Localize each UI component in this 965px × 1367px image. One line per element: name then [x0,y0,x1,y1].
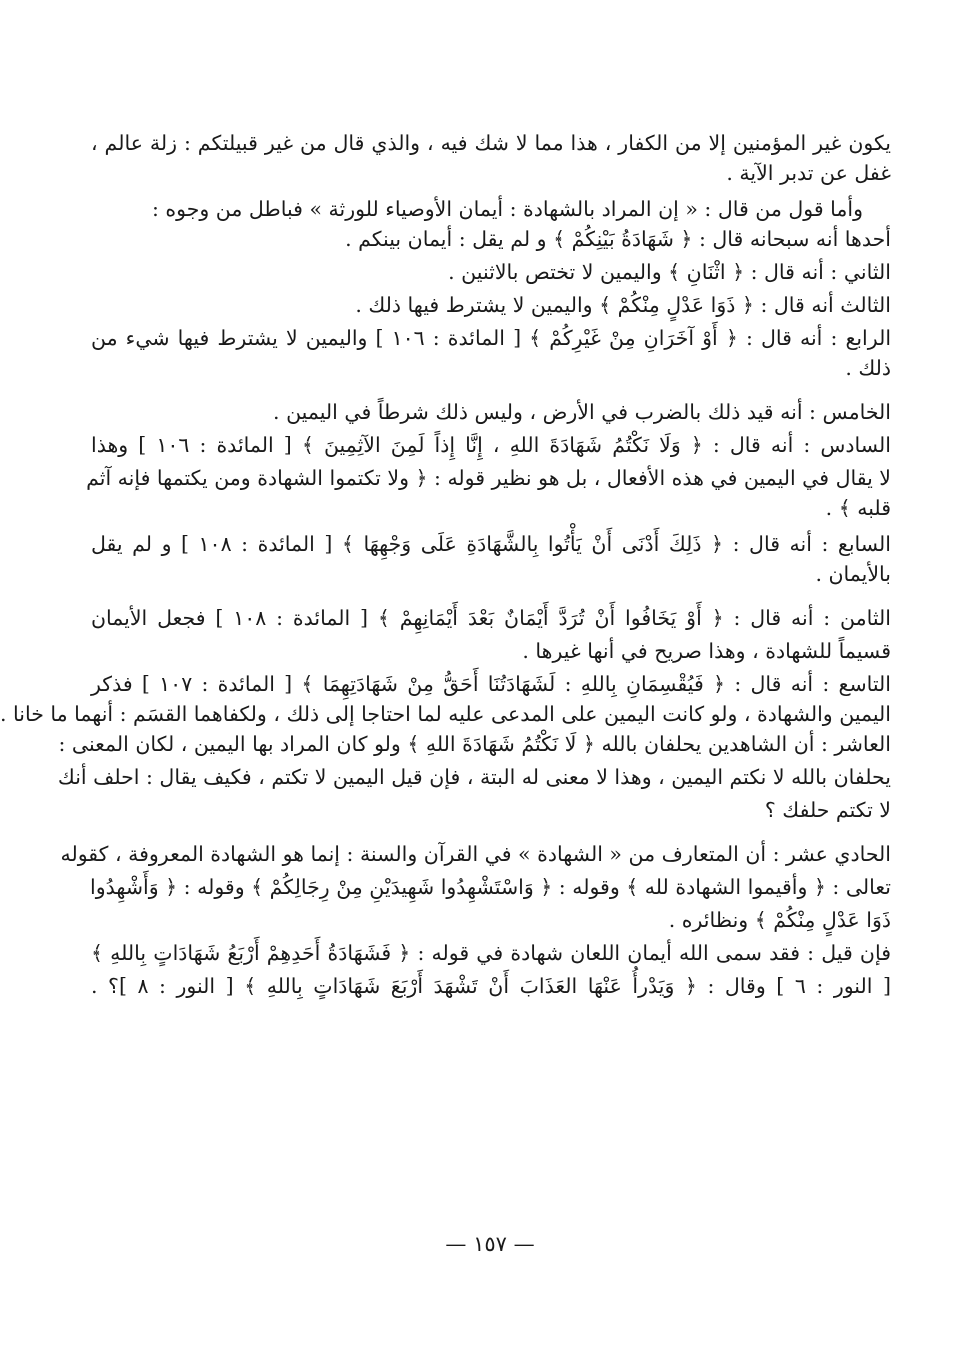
text-line: أحدها أنه سبحانه قال : ﴿ شَهَادَةُ بَيْنِكُمْ ﴾ و لم يقل : أيمان بينكم . [345,227,891,251]
text-line: يكون غير المؤمنين إلا من الكفار ، هذا مما لا شك فيه ، والذي قال من غير قبيلتكم : زلة عالم ، [91,131,891,155]
text-line: قلبه ﴾ . [825,496,891,520]
text-line: غفل عن تدبر الآية . [726,161,891,185]
text-line: الحادي عشر : أن المتعارف من « الشهادة » في القرآن والسنة : إنما هو الشهادة المعروفة ، كقوله [60,842,891,866]
page-number: — ١٥٧ — [445,1232,535,1256]
page-body [0,128,892,1001]
text-line: اليمين والشهادة ، ولو كانت اليمين على المدعى عليه لما احتاجا إلى ذلك ، ولكفاهما القسَم : أنهما ما خانا . [0,702,891,726]
text-line: لا تكتم حلفك ؟ [764,798,891,822]
text-line: الثالث أنه قال : ﴿ ذَوَا عَدْلٍ مِنْكُمْ ﴾ واليمين لا يشترط فيها ذلك . [355,293,891,317]
text-line: تعالى : ﴿ وأقيموا الشهادة لله ﴾ وقوله : ﴿ وَاسْتَشْهِدُوا شَهِيدَيْنِ مِنْ رِجَالِكُمْ ﴾ وقوله : ﴿ وَأَشْهِدُوا [90,875,891,899]
text-line: الثامن : أنه قال : ﴿ أَوْ يَخَافُوا أَنْ تُرَدَّ أَيْمَانٌ بَعْدَ أَيْمَانِهِمْ ﴾ [ المائدة : ١٠٨ ] فجعل الأيمان [91,606,891,630]
text-line: الخامس : أنه قيد ذلك بالضرب في الأرض ، وليس ذلك شرطاً في اليمين . [273,400,891,424]
text-line: بالأيمان . [815,562,891,586]
text-line: فإن قيل : فقد سمى الله أيمان اللعان شهادة في قوله : ﴿ فَشَهَادَةُ أَحَدِهِمْ أَرْبَعُ شَهَادَاتٍ بِاللهِ ﴾ [91,941,891,965]
text-line: وأما قول من قال : « إن المراد بالشهادة : أيمان الأوصياء للورثة » فباطل من وجوه : [151,197,863,221]
text-line: ذلك . [845,356,891,380]
text-line: الرابع : أنه قال : ﴿ أَوْ آخَرَانِ مِنْ غَيْرِكُمْ ﴾ [ المائدة : ١٠٦ ] واليمين لا يشترط فيها شيء من [91,326,892,350]
text-line: يحلفان بالله لا نكتم اليمين ، وهذا لا معنى له البتة ، فإن قيل اليمين لا تكتم ، فكيف يقال : احلف أنك [57,765,891,789]
text-line: العاشر : أن الشاهدين يحلفان بالله ﴿ لَا نَكْتُمُ شَهَادَةَ اللهِ ﴾ ولو كان المراد بها اليمين ، لكان المعنى : [58,732,891,756]
text-line: [ النور : ٦ ] وقال : ﴿ وَيَدْرأُ عَنْهَا العَذَابَ أَنْ تَشْهَدَ أَرْبَعَ شَهَادَاتٍ بِاللهِ ﴾ [ النور : ٨ ]؟ . [91,974,891,998]
text-line: الثاني : أنه قال : ﴿ اثْنَانِ ﴾ واليمين لا تختص بالاثنين . [448,260,891,284]
text-line: السابع : أنه قال : ﴿ ذَلِكَ أَدْنَى أَنْ يَأْتُوا بِالشَّهَادَةِ عَلَى وَجْهِهَا ﴾ [ المائدة : ١٠٨ ] و لم يقل [91,532,891,556]
text-line: التاسع : أنه قال : ﴿ فَيُقْسِمَانِ بِاللهِ : لَشَهَادَتُنَا أَحَقُّ مِنْ شَهَادَتِهِمَا ﴾ [ المائدة : ١٠٧ ] فذكر [91,672,891,696]
text-line: لا يقال في اليمين في هذه الأفعال ، بل هو نظير قوله : ﴿ ولا تكتموا الشهادة ومن يكتمها فإنه آثم [86,466,891,490]
text-line: السادس : أنه قال : ﴿ وَلَا نَكْتُمُ شَهَادَةَ اللهِ ، إِنَّا إِذاً لَمِنَ الآثِمِينَ ﴾ [ المائدة : ١٠٦ ] وهذا [91,433,891,457]
text-line: قسيماً للشهادة ، وهذا صريح في أنها غيرها . [522,639,891,663]
text-line: ذَوَا عَدْلٍ مِنْكُمْ ﴾ ونظائره . [668,908,891,932]
